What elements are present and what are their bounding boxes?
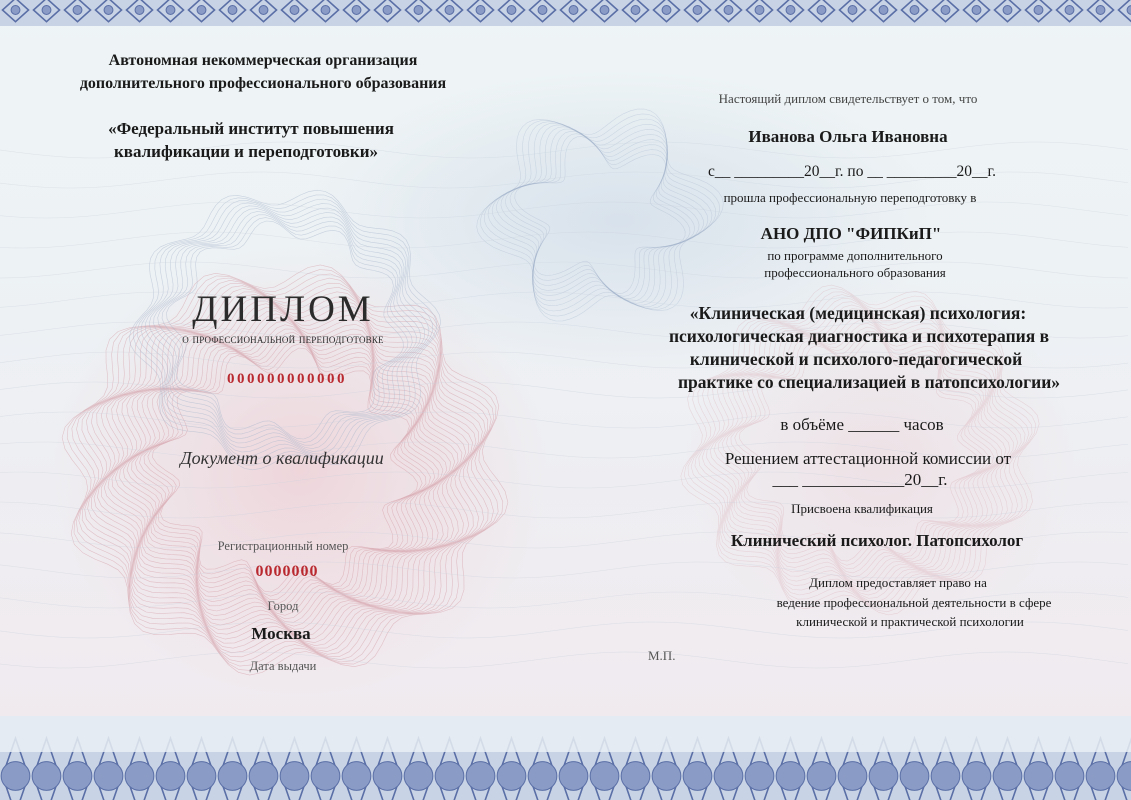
program-intro-line-2: профессионального образования xyxy=(764,265,946,280)
diploma-subtitle: о профессиональной переподготовке xyxy=(182,331,384,346)
program-intro-line-1: по программе дополнительного xyxy=(767,248,943,263)
city-value: Москва xyxy=(251,624,311,643)
registration-number-label: Регистрационный номер xyxy=(217,539,349,553)
organization-short-name: АНО ДПО "ФИПКиП" xyxy=(760,224,942,243)
registration-number: 0000000 xyxy=(255,563,319,580)
program-title-line: психологическая диагностика и психотерапия в xyxy=(668,326,1050,346)
completed-text: прошла профессиональную переподготовку в xyxy=(723,190,977,205)
rights-line: ведение профессиональной деятельности в сфере xyxy=(776,595,1052,610)
qualification-assigned-label: Присвоена квалификация xyxy=(791,501,933,516)
program-title-line: клинической и психолого-педагогической xyxy=(689,349,1023,369)
commission-line-2: ___ ____________20__г. xyxy=(772,470,948,489)
rights-line: клинической и практической психологии xyxy=(796,614,1024,629)
program-title-line: практике со специализацией в патопсихологии» xyxy=(677,372,1061,392)
diploma-number: 000000000000 xyxy=(227,371,347,387)
intro-text: Настоящий диплом свидетельствует о том, что xyxy=(718,91,978,106)
program-title-line: «Клиническая (медицинская) психология: xyxy=(689,303,1027,323)
study-period: с__ _________20__г. по __ _________20__г. xyxy=(708,163,996,180)
qualification-document-label: Документ о квалификации xyxy=(180,448,384,468)
org-name-line-2: дополнительного профессионального образования xyxy=(79,75,447,92)
institute-name-line-2: квалификации и переподготовки» xyxy=(113,142,379,161)
city-label: Город xyxy=(267,599,299,613)
stamp-place-label: М.П. xyxy=(648,648,676,663)
ornamental-border-bottom xyxy=(0,716,1131,800)
org-name-line-1: Автономная некоммерческая организация xyxy=(108,52,418,69)
institute-name-line-1: «Федеральный институт повышения xyxy=(108,119,394,138)
ornamental-border-top xyxy=(0,0,1131,26)
diploma-title: ДИПЛОМ xyxy=(192,289,374,330)
qualification-value: Клинический психолог. Патопсихолог xyxy=(730,531,1024,550)
issue-date-label: Дата выдачи xyxy=(249,659,317,673)
rights-line: Диплом предоставляет право на xyxy=(809,575,987,590)
hours-text: в объёме ______ часов xyxy=(780,415,944,434)
recipient-name: Иванова Ольга Ивановна xyxy=(748,127,948,146)
commission-line-1: Решением аттестационной комиссии от xyxy=(724,449,1012,468)
